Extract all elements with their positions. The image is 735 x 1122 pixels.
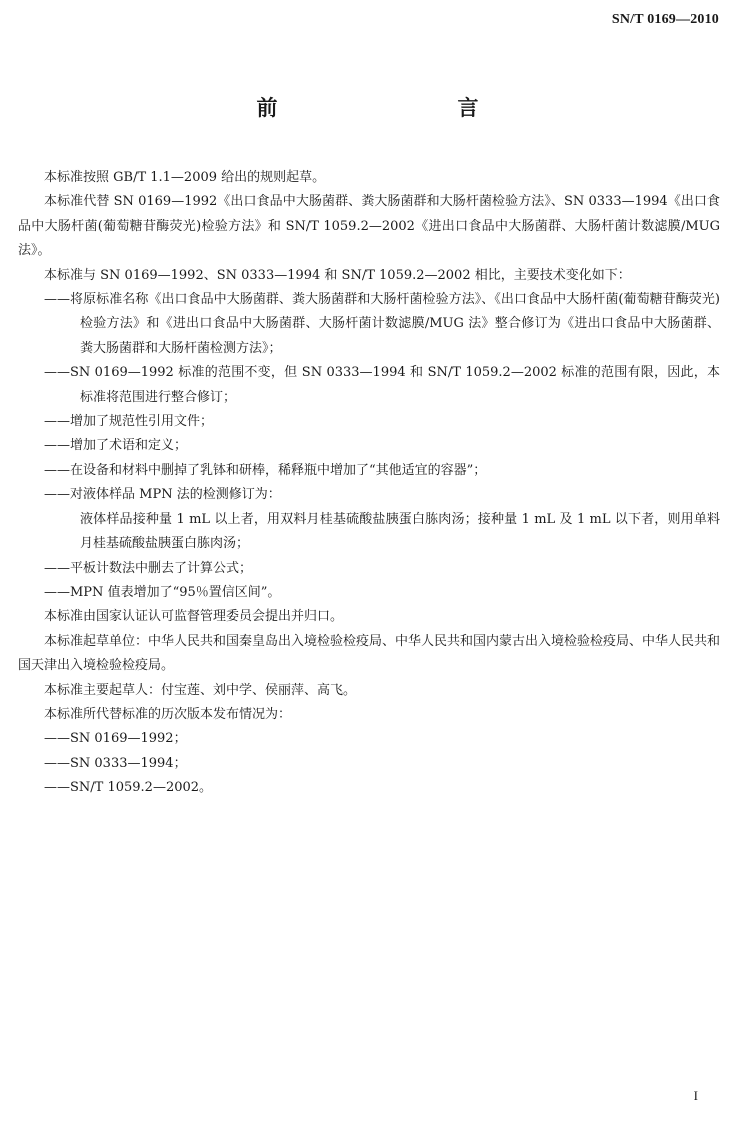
change-subitem-inoculum: 液体样品接种量 1 mL 以上者，用双料月桂基硫酸盐胰蛋白胨肉汤；接种量 1 mL 及 1 mL 以下者，则用单料月桂基硫酸盐胰蛋白胨肉汤； xyxy=(80,511,720,552)
paragraph-drafting-units: 本标准起草单位：中华人民共和国秦皇岛出入境检验检疫局、中华人民共和国内蒙古出入境检验检疫局、中华人民共和国天津出入境检验检疫局。 xyxy=(18,633,721,674)
history-item-sn0333: ——SN 0333—1994； xyxy=(44,755,187,771)
change-item-liquid-mpn: ——对液体样品 MPN 法的检测修订为： xyxy=(44,487,281,503)
change-item-terms: ——增加了术语和定义； xyxy=(44,438,188,454)
change-item-references: ——增加了规范性引用文件； xyxy=(44,414,214,430)
paragraph-replaces: 本标准代替 SN 0169—1992《出口食品中大肠菌群、粪大肠菌群和大肠杆菌检验方法》、SN 0333—1994《出口食品中大肠杆菌(葡萄糖苷酶荧光)检验方法》和 SN/T 1059.2—2002《进出口食品中大肠菌群、大肠杆菌计数滤膜/MUG 法》。 xyxy=(18,194,720,259)
change-item-plate-count: ——平板计数法中删去了计算公式； xyxy=(44,560,253,576)
section-title-foreword: 前 言 xyxy=(256,96,525,120)
foreword-body xyxy=(18,166,720,801)
change-item-equipment: ——在设备和材料中删掉了乳钵和研棒，稀释瓶中增加了“其他适宜的容器”； xyxy=(44,462,487,478)
paragraph-proposer: 本标准由国家认证认可监督管理委员会提出并归口。 xyxy=(44,609,344,625)
paragraph-changes-intro: 本标准与 SN 0169—1992、SN 0333—1994 和 SN/T 1059.2—2002 相比，主要技术变化如下： xyxy=(44,267,631,283)
history-item-snt1059: ——SN/T 1059.2—2002。 xyxy=(44,780,213,796)
page-number: I xyxy=(693,1088,698,1103)
document-code: SN/T 0169—2010 xyxy=(611,12,719,27)
change-item-scope: ——SN 0169—1992 标准的范围不变，但 SN 0333—1994 和 SN/T 1059.2—2002 标准的范围有限，因此，本标准将范围进行整合修订； xyxy=(44,365,720,405)
change-item-rename: ——将原标准名称《出口食品中大肠菌群、粪大肠菌群和大肠杆菌检验方法》、《出口食品中大肠杆菌(葡萄糖苷酶荧光)检验方法》和《进出口食品中大肠菌群、大肠杆菌计数滤膜/MUG 法》整合修订为《进出口食品中大肠菌群、粪大肠菌群和大肠杆菌检测方法》； xyxy=(44,292,720,356)
change-item-mpn-table: ——MPN 值表增加了“95％置信区间”。 xyxy=(44,584,281,600)
history-item-sn0169: ——SN 0169—1992； xyxy=(44,731,187,747)
paragraph-history-intro: 本标准所代替标准的历次版本发布情况为： xyxy=(44,706,292,722)
paragraph-drafting-rule: 本标准按照 GB/T 1.1—2009 给出的规则起草。 xyxy=(44,170,326,185)
paragraph-drafters: 本标准主要起草人：付宝莲、刘中学、侯丽萍、高飞。 xyxy=(44,682,357,698)
